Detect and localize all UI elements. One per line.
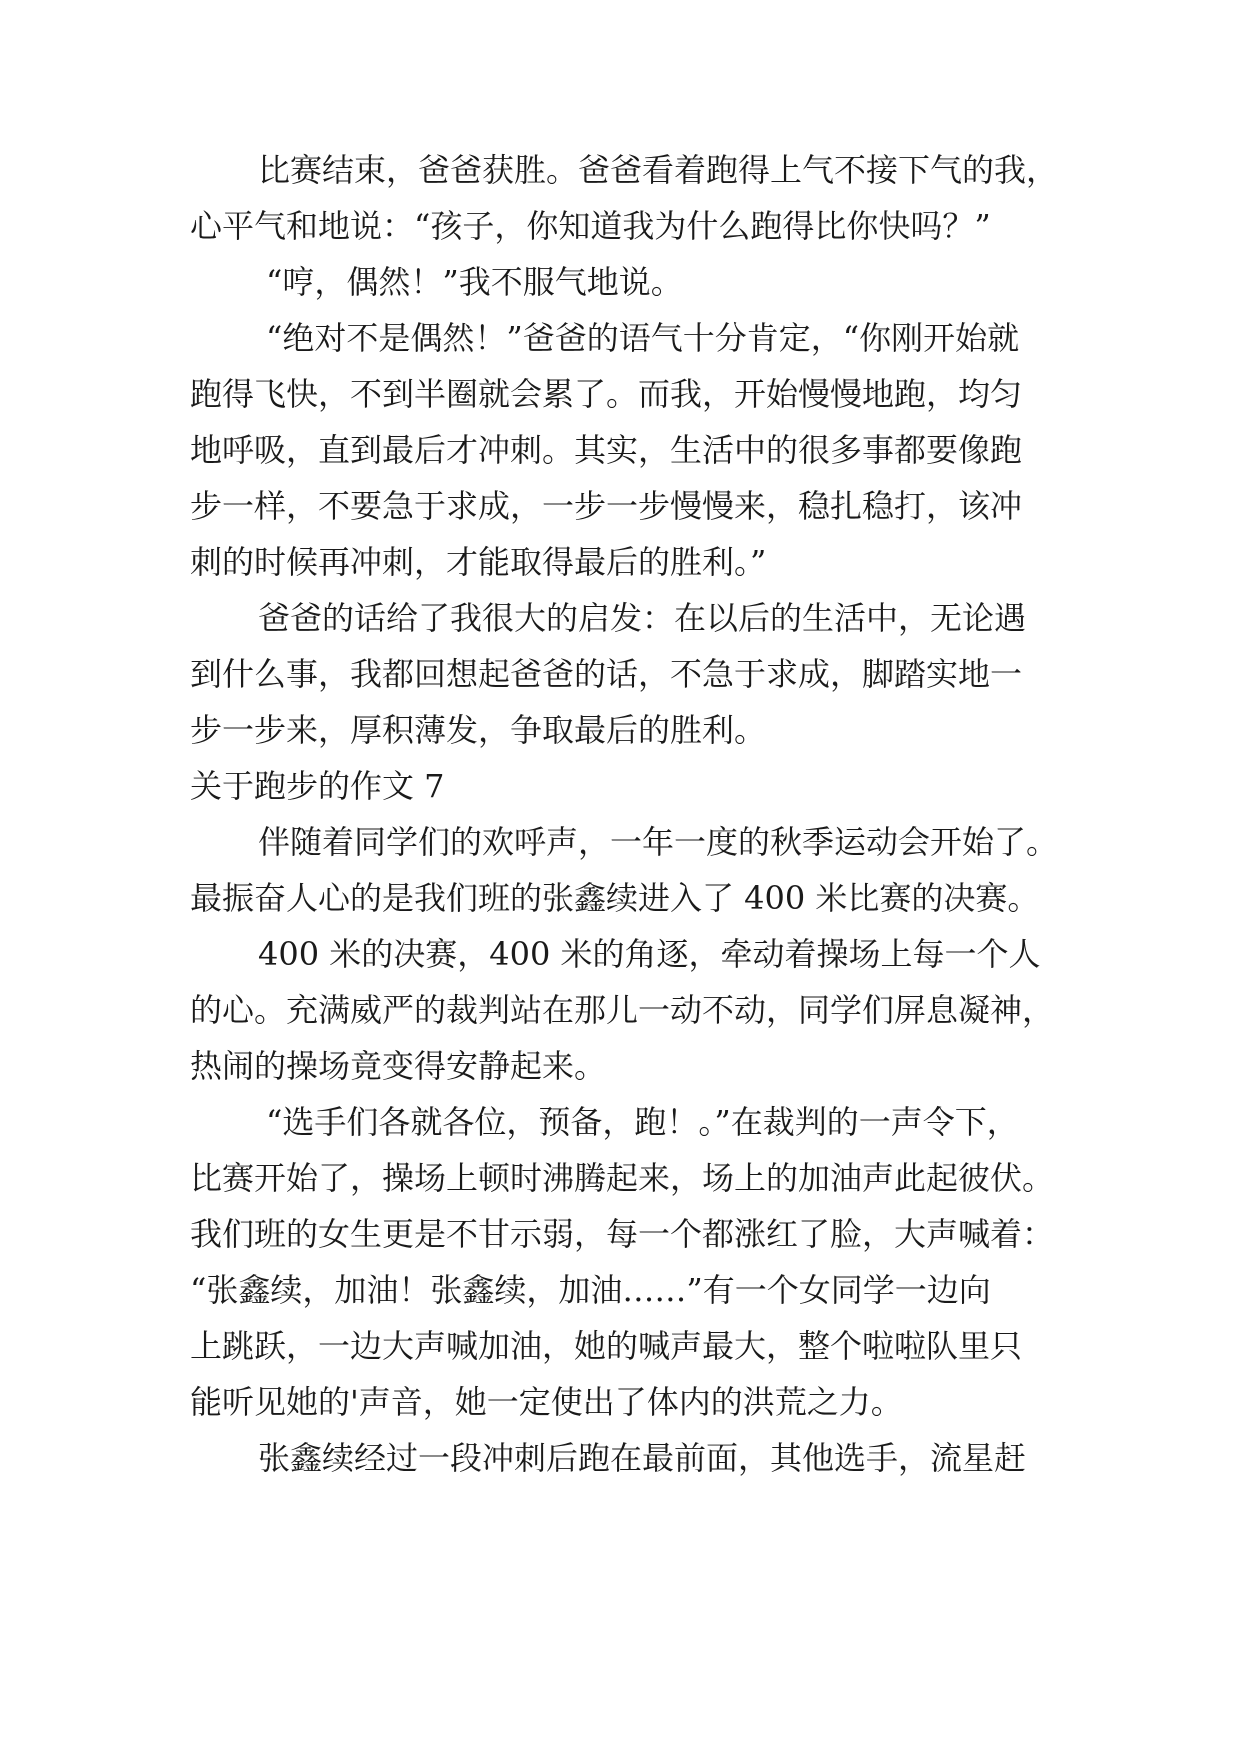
section-heading: 关于跑步的作文 7 [190, 767, 445, 805]
paragraph-line: 伴随着同学们的欢呼声，一年一度的秋季运动会开始了。 [258, 823, 1059, 861]
paragraph-line: 热闹的操场竟变得安静起来。 [190, 1047, 607, 1085]
paragraph-line: 地呼吸，直到最后才冲刺。其实，生活中的很多事都要像跑 [190, 431, 1023, 469]
paragraph-line: 比赛结束，爸爸获胜。爸爸看着跑得上气不接下气的我， [258, 151, 1059, 189]
paragraph-line: 最振奋人心的是我们班的张鑫续进入了 400 米比赛的决赛。 [190, 879, 1040, 917]
paragraph-line: 到什么事，我都回想起爸爸的话，不急于求成，脚踏实地一 [190, 655, 1023, 693]
paragraph-line: 上跳跃，一边大声喊加油，她的喊声最大，整个啦啦队里只 [190, 1327, 1023, 1365]
paragraph-line: 400 米的决赛，400 米的角逐，牵动着操场上每一个人 [258, 935, 1041, 973]
paragraph-line: 爸爸的话给了我很大的启发：在以后的生活中，无论遇 [258, 599, 1027, 637]
paragraph-line: 心平气和地说：“孩子，你知道我为什么跑得比你快吗？” [190, 207, 991, 245]
paragraph-line: “张鑫续，加油！张鑫续，加油……”有一个女同学一边向 [190, 1271, 991, 1309]
paragraph-line: 跑得飞快，不到半圈就会累了。而我，开始慢慢地跑，均匀 [190, 375, 1023, 413]
paragraph-line: 我们班的女生更是不甘示弱，每一个都涨红了脸，大声喊着： [190, 1215, 1055, 1253]
paragraph-line: 步一步来，厚积薄发，争取最后的胜利。 [190, 711, 767, 749]
paragraph-line: 步一样，不要急于求成，一步一步慢慢来，稳扎稳打，该冲 [190, 487, 1023, 525]
paragraph-line: “绝对不是偶然！”爸爸的语气十分肯定，“你刚开始就 [266, 319, 1020, 357]
paragraph-line: “选手们各就各位，预备，跑！。”在裁判的一声令下， [266, 1103, 1019, 1141]
paragraph-line: 的心。充满威严的裁判站在那儿一动不动，同学们屏息凝神， [190, 991, 1055, 1029]
paragraph-line: 刺的时候再冲刺，才能取得最后的胜利。” [190, 543, 767, 581]
paragraph-line: “哼，偶然！”我不服气地说。 [266, 263, 683, 301]
paragraph-line: 比赛开始了，操场上顿时沸腾起来，场上的加油声此起彼伏。 [190, 1159, 1055, 1197]
paragraph-line: 能听见她的'声音，她一定使出了体内的洪荒之力。 [190, 1383, 903, 1421]
paragraph-line: 张鑫续经过一段冲刺后跑在最前面，其他选手，流星赶 [258, 1439, 1027, 1477]
